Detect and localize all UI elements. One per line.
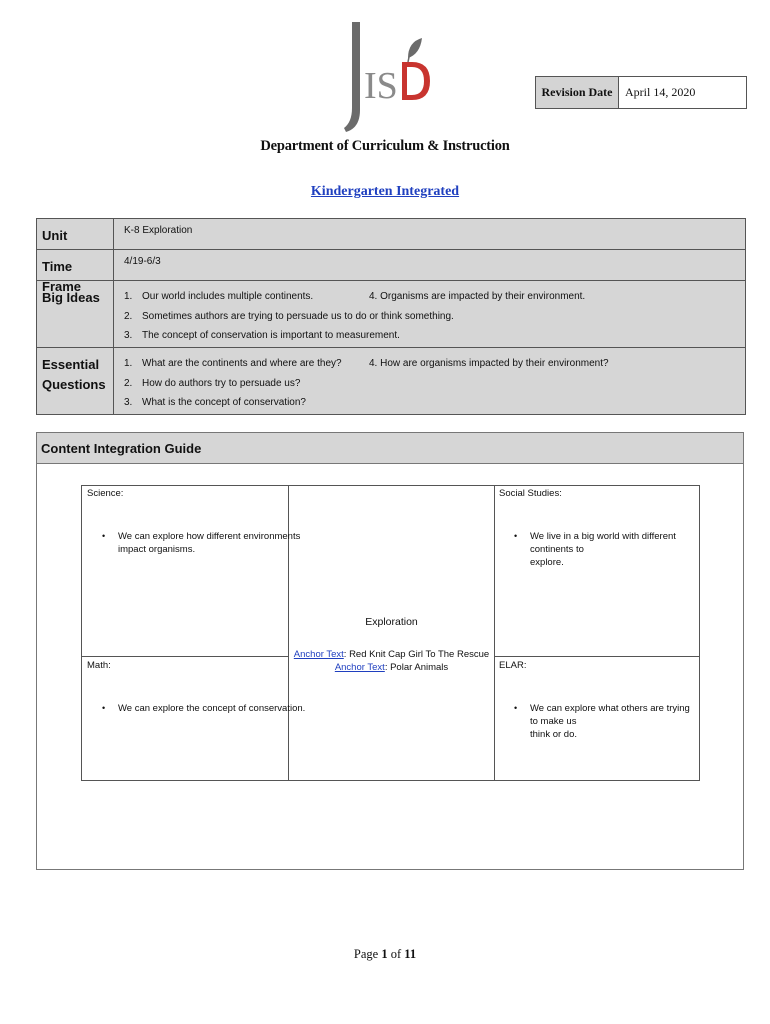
essential-questions-list [114, 348, 745, 414]
elar-label: ELAR: [499, 660, 527, 671]
math-bullet [102, 702, 305, 715]
jisd-logo [338, 18, 438, 136]
time-frame-value: 4/19-6/3 [124, 256, 161, 267]
revision-date-value: April 14, 2020 [625, 85, 696, 99]
center-title: Exploration [365, 616, 418, 628]
bullet-line: We can explore how different environments [118, 531, 301, 542]
elar-bullet [514, 702, 699, 741]
integration-grid [81, 485, 700, 781]
time-frame-row [37, 250, 745, 294]
bullet-icon: • [102, 531, 106, 541]
page-number: 1 [381, 947, 388, 961]
bullet-line: We live in a big world with different continents to [530, 531, 676, 555]
bullet-text [118, 530, 300, 556]
list-text: How do authors try to persuade us? [142, 377, 301, 389]
revision-table [535, 76, 747, 109]
science-bullet [102, 530, 300, 556]
course-title [0, 184, 770, 200]
anchor-text-title: : Polar Animals [384, 662, 449, 673]
list-text: Our world includes multiple continents. [142, 291, 314, 302]
anchor-text-2 [288, 661, 495, 674]
label-line: Essential [42, 357, 100, 372]
big-ideas-label: Big Ideas [37, 281, 114, 347]
course-title-link[interactable]: Kindergarten Integrated [310, 184, 460, 199]
grid-divider [494, 656, 700, 657]
list-text: Sometimes authors are trying to persuade us to do or think something. [142, 310, 454, 322]
time-frame-label: Time Frame [37, 250, 114, 280]
bullet-icon: • [514, 531, 518, 541]
bullet-text: We can explore the concept of conservation. [118, 703, 306, 714]
department-title: Department of Curriculum & Instruction [260, 138, 510, 154]
list-item [124, 326, 745, 346]
big-idea-4: 4. Organisms are impacted by their environment. [369, 291, 586, 302]
footer-prefix: Page [353, 947, 382, 961]
footer-of: of [387, 947, 405, 961]
list-number: 3. [124, 330, 133, 341]
unit-value: K-8 Exploration [124, 225, 193, 236]
unit-info-table [36, 218, 746, 415]
list-item [124, 393, 745, 413]
list-text: What are the continents and where are they? [142, 358, 342, 369]
bullet-icon: • [514, 703, 518, 713]
list-item [124, 307, 745, 327]
bullet-icon: • [102, 703, 106, 713]
list-number: 1. [124, 291, 133, 302]
bullet-text [530, 702, 699, 741]
svg-text:IS: IS [364, 65, 398, 107]
bullet-line: impact organisms. [118, 544, 196, 555]
unit-label: Unit [37, 219, 114, 249]
anchor-text-link[interactable]: Anchor Text [293, 649, 344, 660]
big-ideas-row [37, 281, 745, 348]
science-label: Science: [87, 488, 124, 499]
grid-divider [494, 486, 495, 780]
anchor-text-title: : Red Knit Cap Girl To The Rescue [343, 649, 490, 660]
anchor-text-1 [288, 648, 495, 661]
grid-divider [82, 656, 288, 657]
list-text: The concept of conservation is important to measurement. [142, 330, 400, 341]
label-line: Questions [42, 377, 106, 392]
anchor-text-link[interactable]: Anchor Text [334, 662, 385, 673]
list-number: 1. [124, 358, 133, 369]
essential-questions-label [37, 348, 114, 414]
list-item [124, 374, 745, 394]
unit-row [37, 219, 745, 250]
essential-question-4: 4. How are organisms impacted by their environment? [369, 358, 609, 369]
page-footer [0, 947, 770, 962]
social-studies-label: Social Studies: [499, 488, 562, 499]
bullet-line: think or do. [530, 729, 577, 740]
big-ideas-list [114, 281, 745, 347]
content-integration-guide [36, 432, 744, 870]
guide-title: Content Integration Guide [37, 433, 743, 464]
revision-date-label: Revision Date [536, 77, 619, 108]
essential-questions-row [37, 348, 745, 414]
list-number: 2. [124, 310, 133, 322]
page-total: 11 [404, 947, 417, 961]
list-number: 2. [124, 377, 133, 389]
list-text: What is the concept of conservation? [142, 397, 306, 408]
bullet-text [530, 530, 699, 569]
anchor-texts [288, 648, 495, 674]
bullet-line: We can explore what others are trying to make us [530, 703, 690, 727]
list-number: 3. [124, 397, 133, 408]
math-label: Math: [87, 660, 111, 671]
bullet-line: explore. [530, 557, 564, 568]
social-studies-bullet [514, 530, 699, 569]
